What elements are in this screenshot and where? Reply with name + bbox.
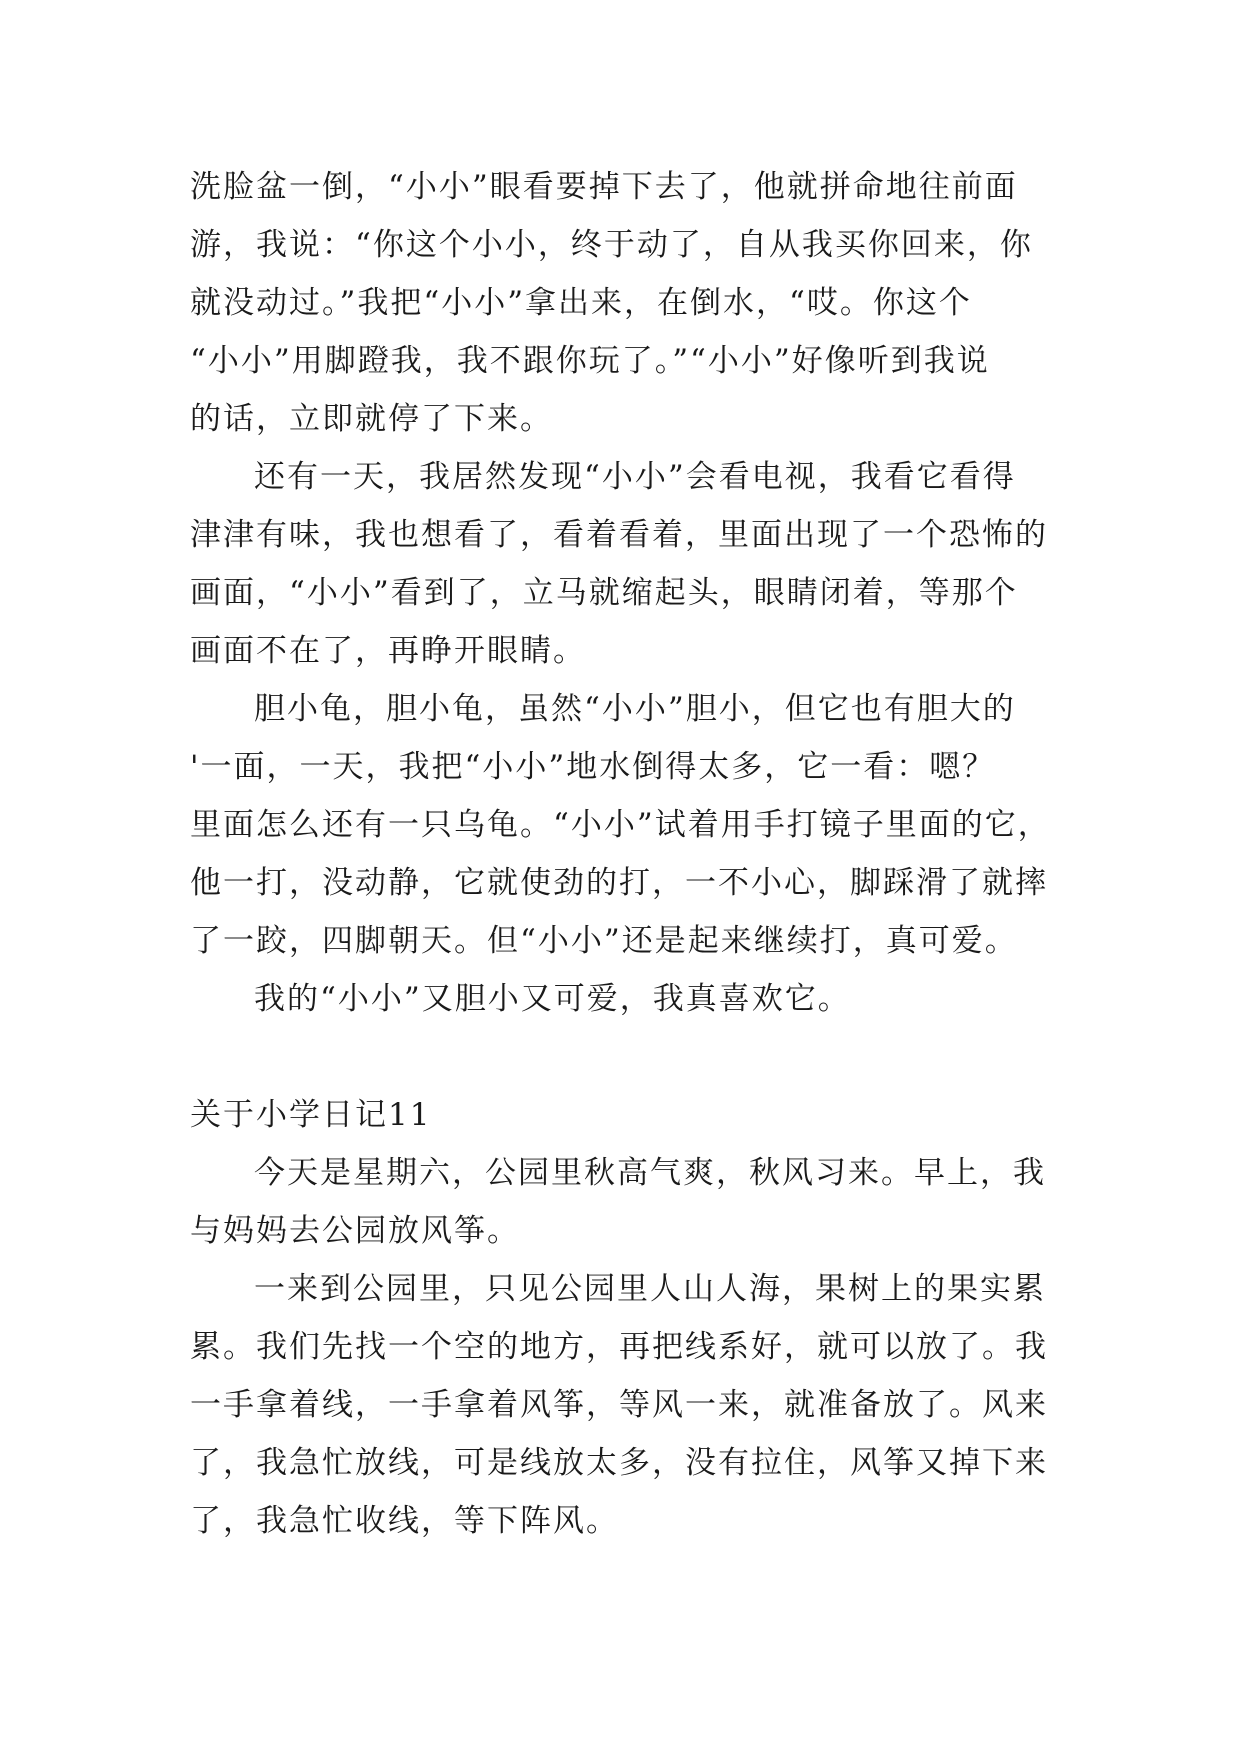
text-line: 画面不在了，再睁开眼睛。: [190, 633, 586, 669]
section-spacer: [190, 1028, 1070, 1086]
text-line: 的话，立即就停了下来。: [190, 401, 553, 437]
text-line: 了，我急忙收线，等下阵风。: [190, 1503, 619, 1539]
text-line: 画面，“小小”看到了，立马就缩起头，眼睛闭着，等那个: [190, 575, 1018, 611]
text-line: 里面怎么还有一只乌龟。“小小”试着用手打镜子里面的它，: [190, 807, 1051, 843]
text-line: 累。我们先找一个空的地方，再把线系好，就可以放了。我: [190, 1329, 1048, 1365]
text-line: 一手拿着线，一手拿着风筝，等风一来，就准备放了。风来: [190, 1387, 1048, 1423]
text-line: 他一打，没动静，它就使劲的打，一不小心，脚踩滑了就摔: [190, 865, 1048, 901]
paragraph-start-line: 今天是星期六，公园里秋高气爽，秋风习来。早上，我: [254, 1155, 1046, 1191]
text-line: '一面，一天，我把“小小”地水倒得太多，它一看：嗯？: [190, 749, 996, 785]
text-line: 津津有味，我也想看了，看着看着，里面出现了一个恐怖的: [190, 517, 1048, 553]
paragraph-start-line: 我的“小小”又胆小又可爱，我真喜欢它。: [254, 981, 851, 1017]
text-line: 就没动过。”我把“小小”拿出来，在倒水，“哎。你这个: [190, 285, 972, 321]
paragraph-start-line: 胆小龟，胆小龟，虽然“小小”胆小，但它也有胆大的: [254, 691, 1016, 727]
text-line: “小小”用脚蹬我，我不跟你玩了。”“小小”好像听到我说: [190, 343, 990, 379]
text-line: 游，我说：“你这个小小，终于动了，自从我买你回来，你: [190, 227, 1033, 263]
paragraph-start-line: 一来到公园里，只见公园里人山人海，果树上的果实累: [254, 1271, 1046, 1307]
text-line: 与妈妈去公园放风筝。: [190, 1213, 520, 1249]
paragraph-start-line: 还有一天，我居然发现“小小”会看电视，我看它看得: [254, 459, 1016, 495]
document-page: [190, 158, 1070, 1550]
text-line: 了一跤，四脚朝天。但“小小”还是起来继续打，真可爱。: [190, 923, 1018, 959]
text-line: 洗脸盆一倒，“小小”眼看要掉下去了，他就拼命地往前面: [190, 169, 1018, 205]
section-title: 关于小学日记11: [190, 1097, 432, 1133]
text-line: 了，我急忙放线，可是线放太多，没有拉住，风筝又掉下来: [190, 1445, 1048, 1481]
